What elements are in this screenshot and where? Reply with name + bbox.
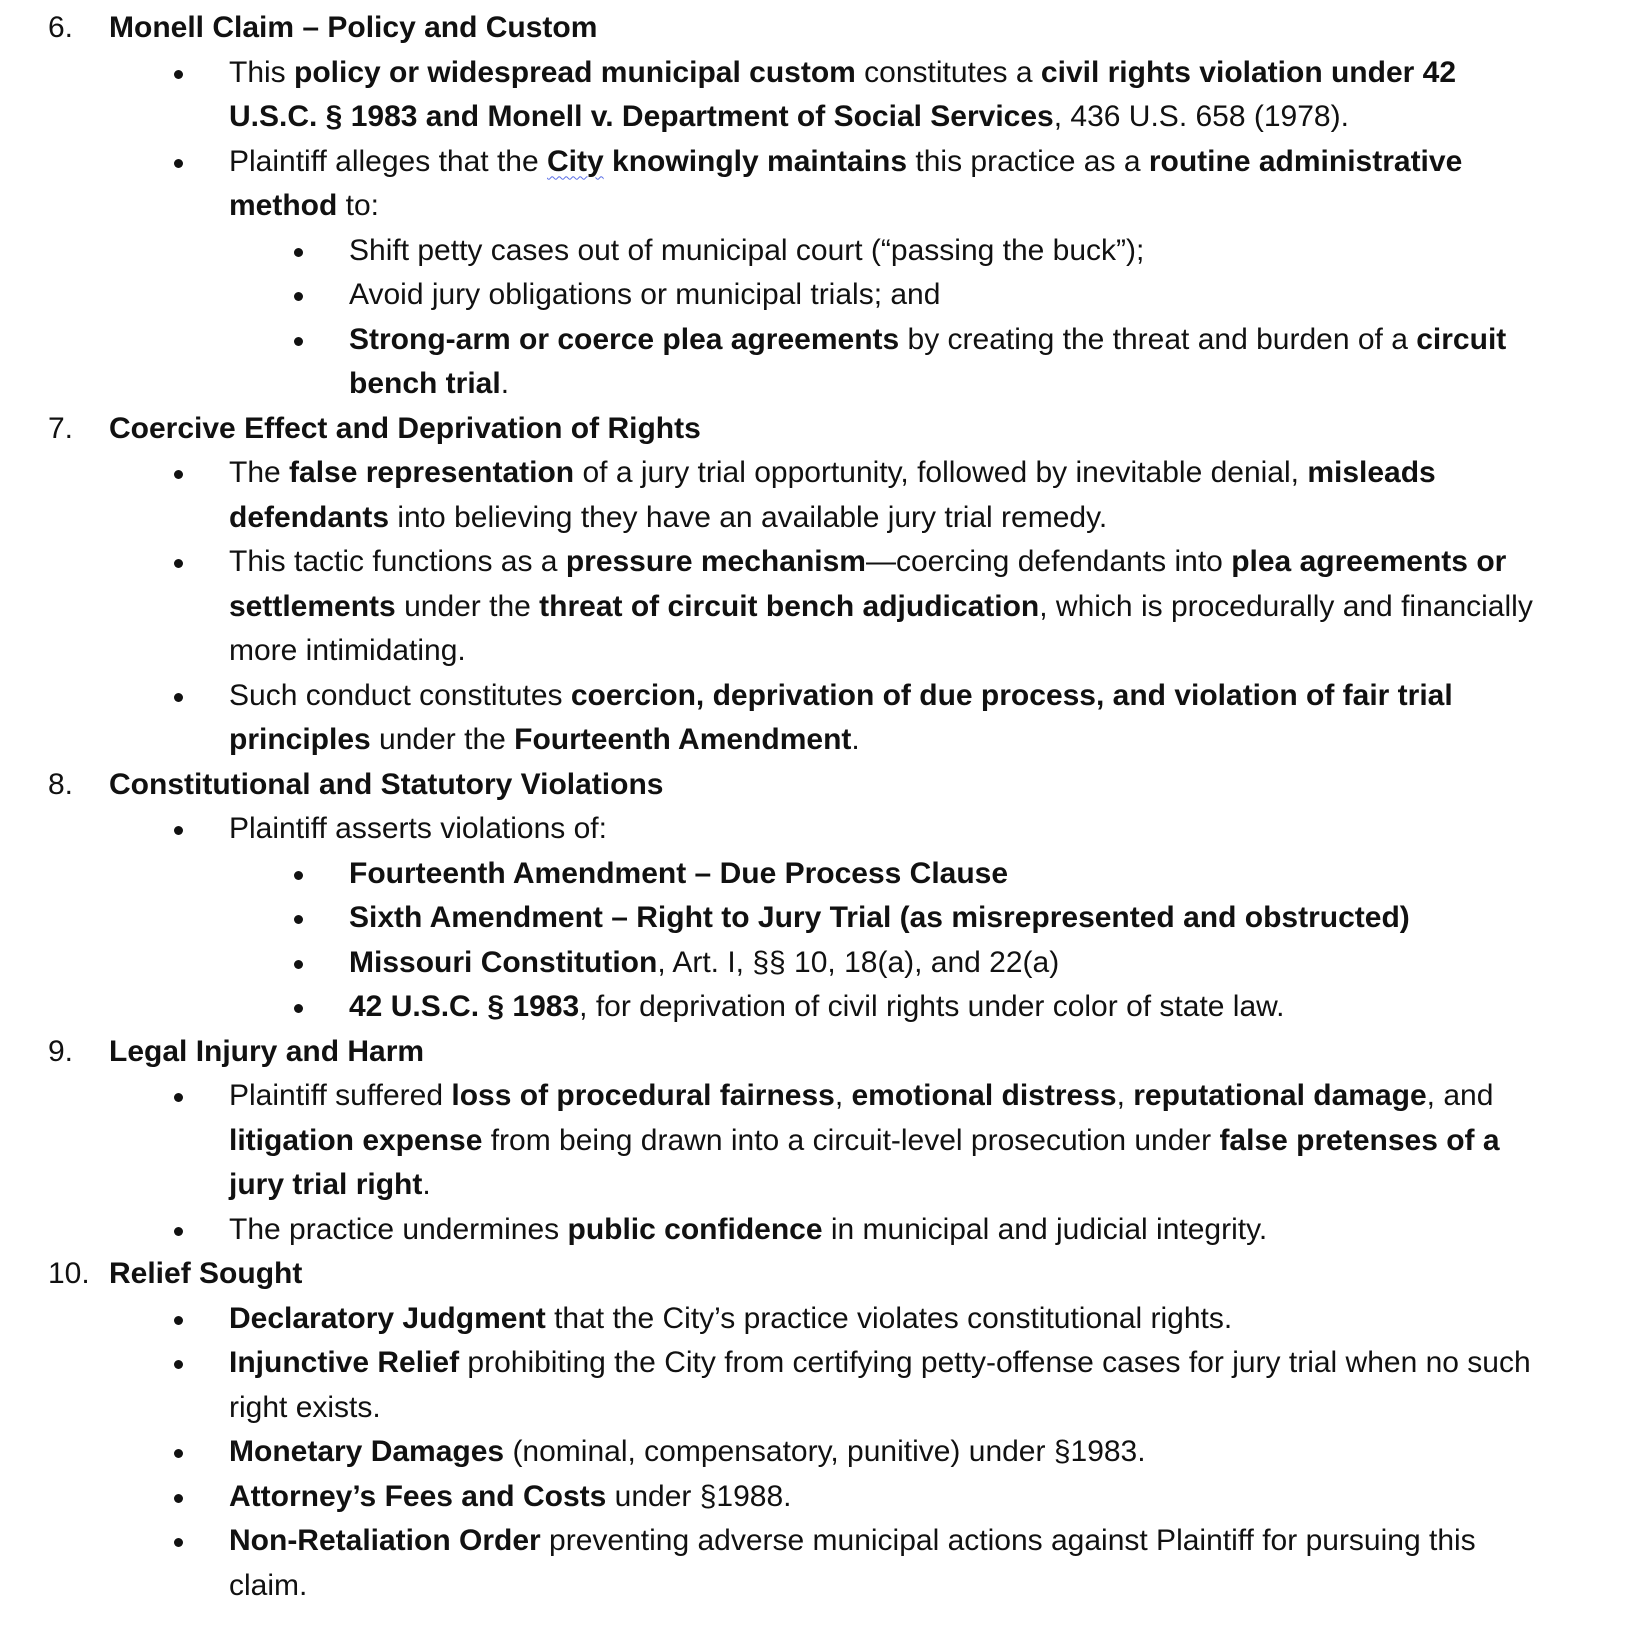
sub-bullet-item	[0, 852, 1549, 897]
bold-text-run: policy or widespread municipal custom	[294, 55, 856, 89]
bold-text-run: emotional distress	[851, 1079, 1117, 1112]
section-heading	[0, 1030, 1625, 1075]
bold-text-run: misleads defendants	[229, 456, 1436, 534]
text-run: Plaintiff asserts violations of:	[229, 812, 607, 845]
bullet-text	[349, 852, 1549, 897]
bold-text-run: Fourteenth Amendment – Due Process Clause	[349, 856, 1009, 890]
bold-text-run: reputational damage	[1133, 1079, 1427, 1112]
bullet-text	[229, 51, 1549, 140]
bullet-text	[229, 1475, 1549, 1520]
text-run: The practice undermines	[229, 1212, 568, 1246]
text-run: , for deprivation of civil rights under color of state law.	[579, 990, 1285, 1023]
bullet-item	[0, 51, 1549, 140]
bold-text-run: false representation	[289, 456, 575, 489]
bullet-dot-icon	[294, 292, 303, 301]
text-run: , which is procedurally and financially more intimidating.	[229, 589, 1533, 667]
bold-text-run: threat of circuit bench adjudication	[539, 589, 1040, 623]
text-run: under §1988.	[606, 1479, 792, 1513]
text-run: Such conduct constitutes	[229, 678, 571, 712]
bold-text-run: knowingly maintains	[603, 144, 908, 178]
bullet-text	[349, 229, 1549, 274]
bullet-text	[349, 273, 1549, 318]
bullet-dot-icon	[174, 1316, 183, 1325]
bullet-dot-icon	[294, 871, 303, 880]
bullet-item	[0, 1074, 1549, 1208]
text-run: The	[229, 456, 290, 489]
section-title: Constitutional and Statutory Violations	[109, 767, 664, 801]
bullet-item	[0, 1297, 1549, 1342]
bold-text-run: Fourteenth Amendment	[514, 723, 852, 756]
text-run: constitutes a	[855, 55, 1041, 89]
bullet-dot-icon	[174, 1093, 183, 1102]
bullet-item	[0, 1208, 1549, 1253]
text-run: .	[500, 367, 510, 400]
bullet-item	[0, 1475, 1549, 1520]
text-run: ,	[1116, 1079, 1134, 1112]
bullet-dot-icon	[174, 470, 183, 479]
text-run: under the	[370, 723, 515, 756]
text-run: that the City’s practice violates constitutional rights.	[545, 1301, 1233, 1335]
text-run: This tactic functions as a	[229, 545, 566, 578]
bullet-item	[0, 451, 1549, 540]
bullet-text	[349, 985, 1549, 1030]
bullet-dot-icon	[174, 70, 183, 79]
text-run: , and	[1426, 1079, 1494, 1112]
bullet-text	[229, 807, 1549, 852]
section-heading	[0, 763, 1625, 808]
bullet-item	[0, 1430, 1549, 1475]
text-run: this practice as a	[907, 144, 1149, 178]
bold-text-run: civil rights violation under 42 U.S.C. § 1983 and Monell v. Department of Social Services	[229, 55, 1457, 133]
bullet-dot-icon	[174, 1449, 183, 1458]
bold-text-run: City	[547, 144, 604, 178]
bullet-item	[0, 807, 1549, 852]
bullet-text	[349, 896, 1549, 941]
bold-text-run: Injunctive Relief	[229, 1346, 460, 1379]
text-run: Plaintiff alleges that the	[229, 144, 547, 178]
text-run: preventing adverse municipal actions against Plaintiff for pursuing this claim.	[229, 1524, 1476, 1602]
bullet-text	[229, 1074, 1549, 1208]
section-number: 6.	[48, 11, 74, 44]
section-title: Coercive Effect and Deprivation of Rights	[109, 411, 701, 445]
bold-text-run: pressure mechanism	[565, 545, 866, 578]
bullet-item	[0, 140, 1549, 229]
bullet-dot-icon	[174, 1494, 183, 1503]
bullet-text	[229, 140, 1549, 229]
text-run: —coercing defendants into	[865, 545, 1232, 578]
bullet-dot-icon	[174, 826, 183, 835]
bullet-dot-icon	[294, 960, 303, 969]
bold-text-run: Sixth Amendment – Right to Jury Trial (as misrepresented and obstructed)	[349, 901, 1410, 934]
bullet-text	[229, 1208, 1549, 1253]
bullet-dot-icon	[174, 559, 183, 568]
bullet-text	[229, 1297, 1549, 1342]
bullet-item	[0, 1341, 1549, 1430]
section-number: 8.	[48, 767, 74, 801]
bullet-text	[229, 1341, 1549, 1430]
bold-text-run: circuit bench trial	[349, 322, 1507, 400]
sub-bullet-item	[0, 273, 1549, 318]
bold-text-run: plea agreements or settlements	[229, 545, 1507, 623]
bullet-dot-icon	[294, 1004, 303, 1013]
bullet-text	[229, 1430, 1549, 1475]
bullet-item	[0, 540, 1549, 674]
bold-text-run: Strong-arm or coerce plea agreements	[349, 322, 900, 356]
bullet-text	[349, 318, 1549, 407]
bold-text-run: 42 U.S.C. § 1983	[349, 990, 580, 1023]
sub-bullet-item	[0, 229, 1549, 274]
bold-text-run: false pretenses of a jury trial right	[229, 1123, 1500, 1201]
bullet-dot-icon	[174, 1360, 183, 1369]
bold-text-run: routine administrative method	[229, 144, 1463, 222]
document-body	[0, 6, 1625, 1608]
section-title: Monell Claim – Policy and Custom	[109, 11, 598, 44]
bold-text-run: loss of procedural fairness	[451, 1079, 835, 1112]
sub-bullet-item	[0, 318, 1549, 407]
text-run: from being drawn into a circuit-level prosecution under	[482, 1123, 1220, 1157]
bullet-dot-icon	[174, 693, 183, 702]
bullet-text	[349, 941, 1549, 986]
section-title: Legal Injury and Harm	[109, 1034, 425, 1068]
bullet-item	[0, 1519, 1549, 1608]
bold-text-run: Missouri Constitution	[349, 945, 658, 979]
text-run: Plaintiff suffered	[229, 1079, 452, 1112]
section-heading	[0, 6, 1625, 51]
text-run: Shift petty cases out of municipal court (“passing the buck”);	[349, 233, 1145, 267]
bullet-dot-icon	[174, 159, 183, 168]
text-run: into believing they have an available jury trial remedy.	[389, 500, 1108, 534]
bold-text-run: Monetary Damages	[229, 1435, 505, 1468]
text-run: to:	[337, 189, 380, 222]
text-run: .	[851, 723, 860, 756]
text-run: under the	[395, 589, 540, 623]
section-number: 7.	[48, 411, 74, 445]
bullet-dot-icon	[174, 1538, 183, 1547]
bullet-dot-icon	[174, 1227, 183, 1236]
sub-bullet-item	[0, 896, 1549, 941]
text-run: prohibiting the City from certifying petty-offense cases for jury trial when no such right exists.	[229, 1346, 1531, 1424]
bold-text-run: Non-Retaliation Order	[229, 1524, 541, 1557]
bullet-item	[0, 674, 1549, 763]
text-run: ,	[834, 1079, 852, 1112]
section-number: 9.	[48, 1034, 74, 1068]
bullet-text	[229, 674, 1549, 763]
bullet-dot-icon	[294, 337, 303, 346]
bold-text-run: Attorney’s Fees and Costs	[229, 1479, 607, 1513]
text-run: of a jury trial opportunity, followed by inevitable denial,	[574, 456, 1308, 489]
bold-text-run: litigation expense	[229, 1123, 483, 1157]
section-number: 10.	[48, 1257, 90, 1290]
bold-text-run: public confidence	[567, 1212, 823, 1246]
section-heading	[0, 407, 1625, 452]
bullet-dot-icon	[294, 915, 303, 924]
text-run: in municipal and judicial integrity.	[822, 1212, 1268, 1246]
bullet-dot-icon	[294, 248, 303, 257]
bullet-text	[229, 1519, 1549, 1608]
text-run: by creating the threat and burden of a	[899, 322, 1417, 356]
text-run: , 436 U.S. 658 (1978).	[1053, 100, 1349, 133]
section-title: Relief Sought	[109, 1257, 303, 1290]
bold-text-run: Declaratory Judgment	[229, 1301, 546, 1335]
text-run: , Art. I, §§ 10, 18(a), and 22(a)	[657, 945, 1060, 979]
bullet-text	[229, 451, 1549, 540]
bold-text-run: coercion, deprivation of due process, and violation of fair trial principles	[229, 678, 1453, 756]
text-run: (nominal, compensatory, punitive) under §1983.	[504, 1435, 1146, 1468]
text-run: .	[422, 1168, 431, 1201]
sub-bullet-item	[0, 941, 1549, 986]
section-heading	[0, 1252, 1625, 1297]
text-run: Avoid jury obligations or municipal trials; and	[349, 278, 941, 311]
sub-bullet-item	[0, 985, 1549, 1030]
text-run: This	[229, 55, 295, 89]
bullet-text	[229, 540, 1549, 674]
